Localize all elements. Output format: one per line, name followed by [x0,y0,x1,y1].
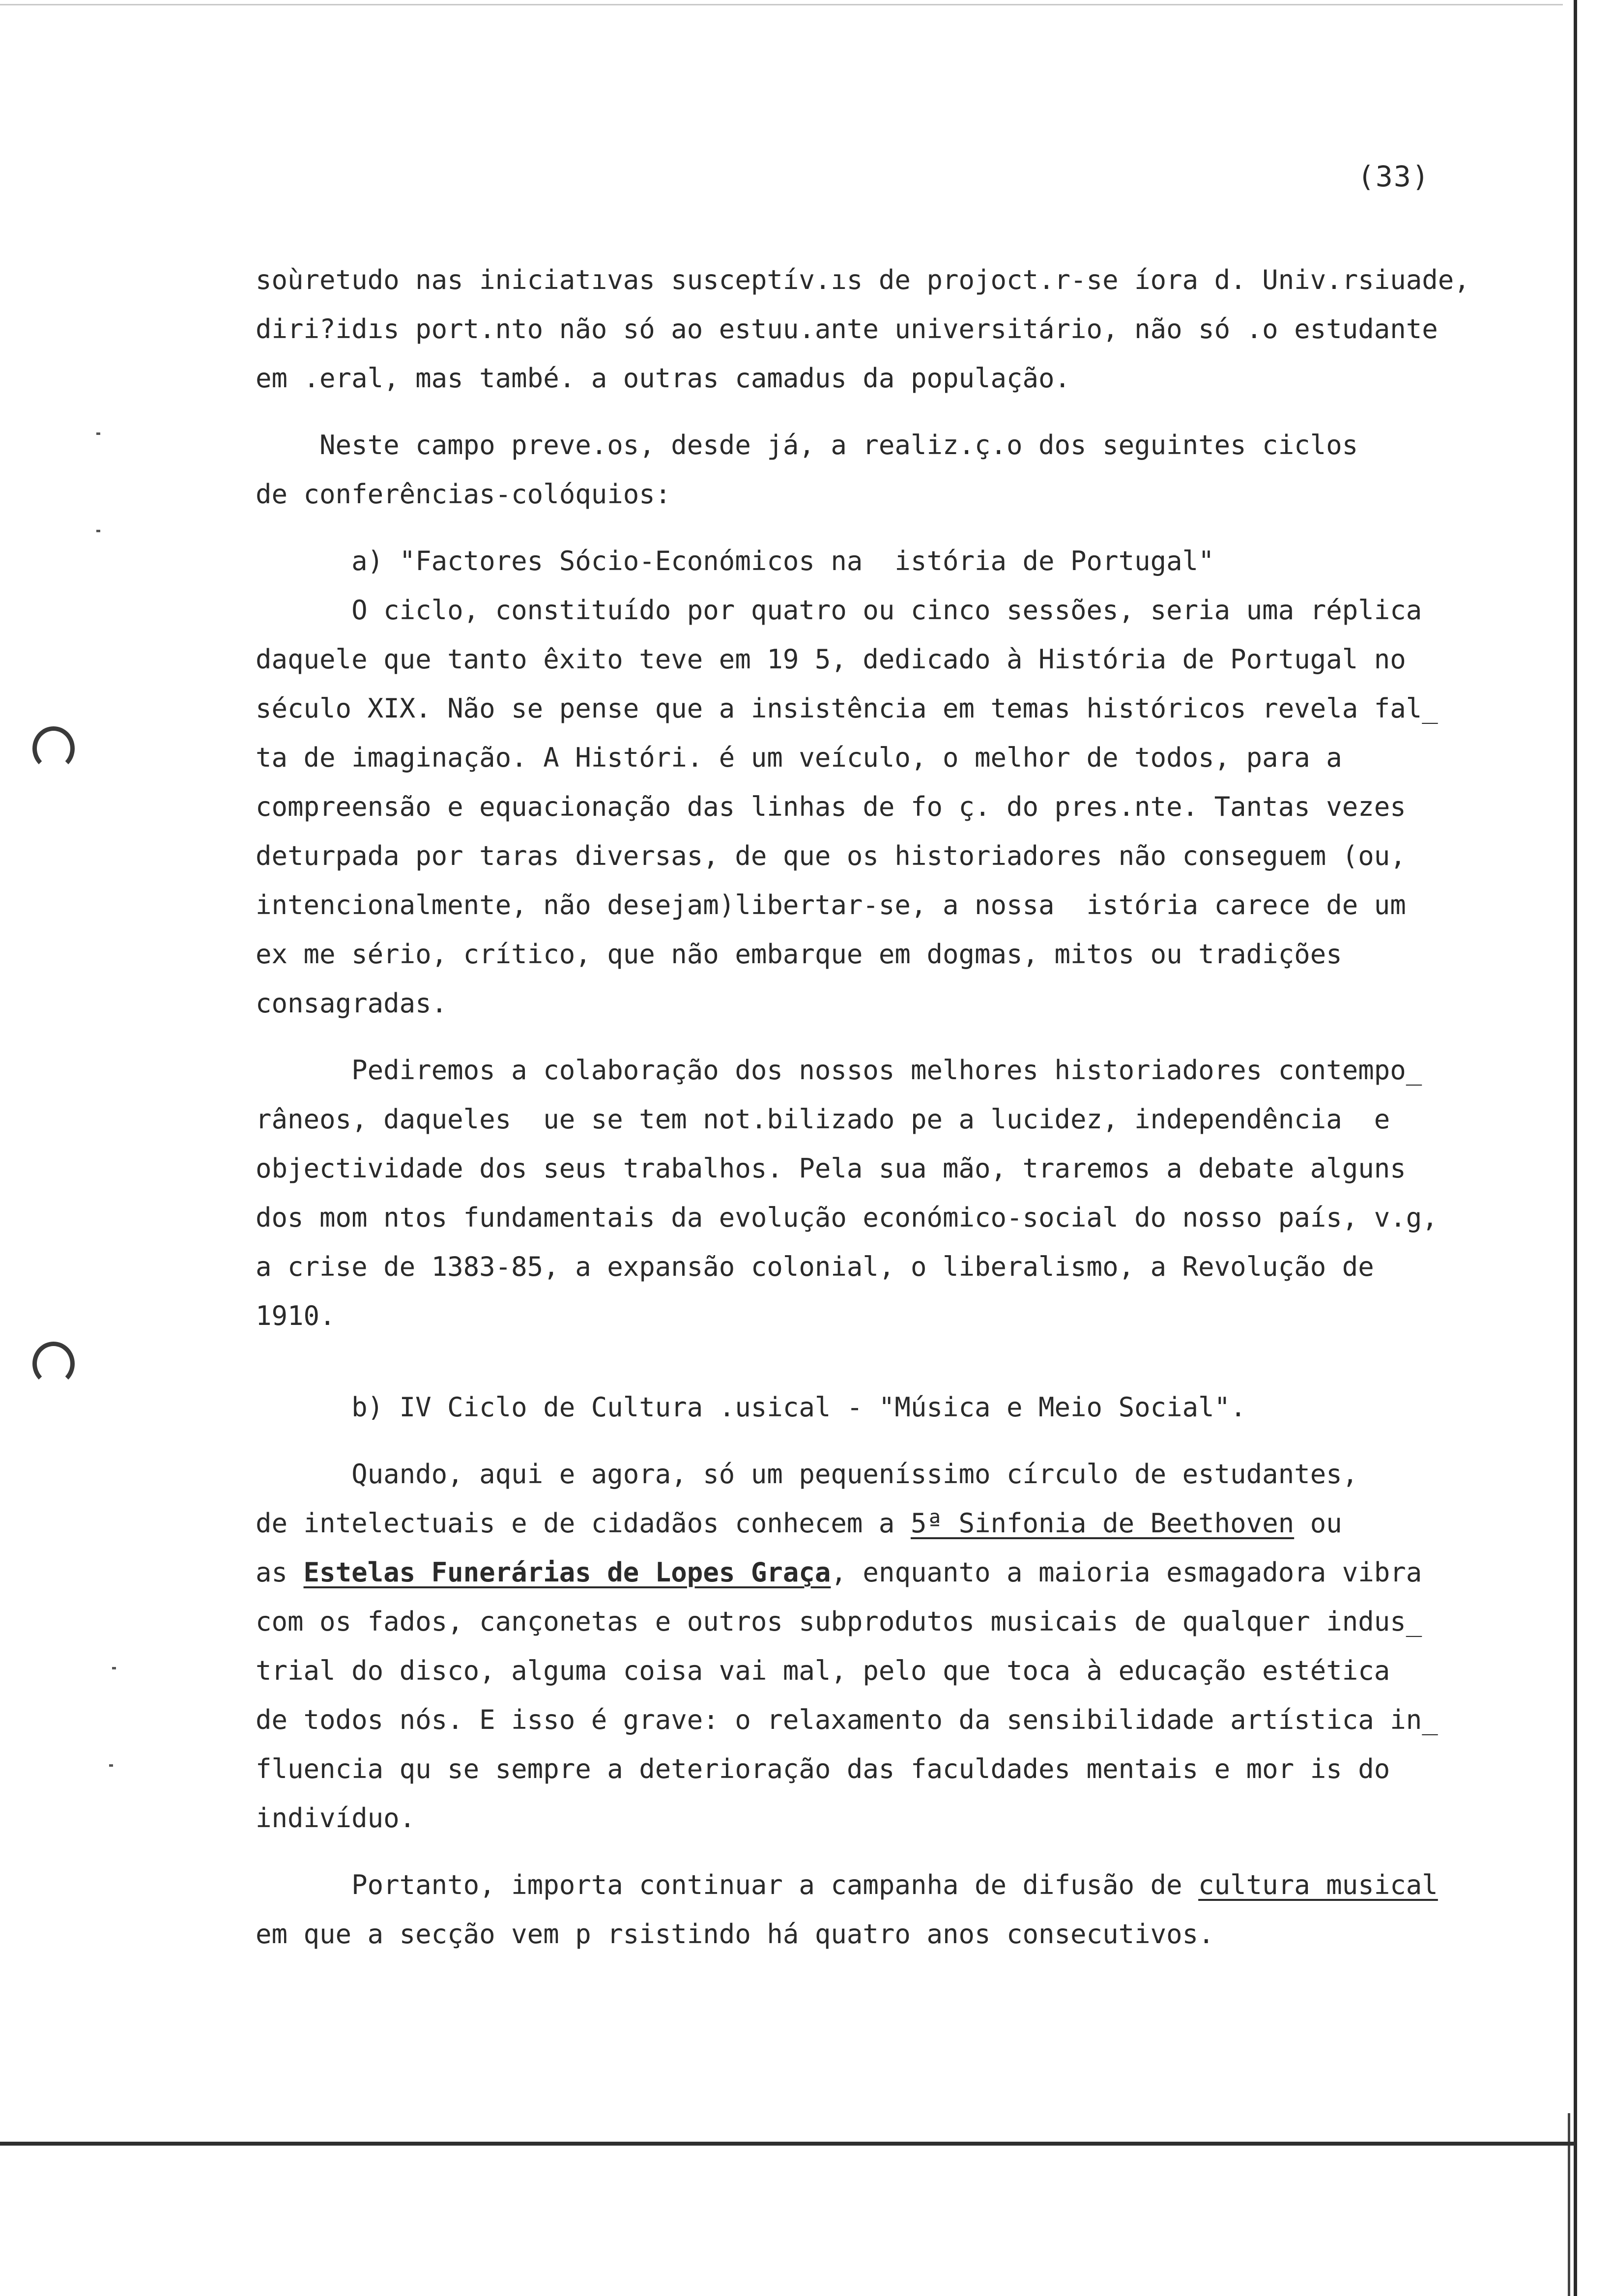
text-line [256,1095,1568,1144]
text-segment: Neste campo preve.os, desde já, a realiz.ç.o dos seguintes ciclos [256,430,1358,460]
body-text [256,256,1568,1959]
text-segment: de conferências-colóquios: [256,479,671,510]
bottom-rule [0,2142,1575,2146]
text-segment: as [256,1557,304,1588]
text-line [256,782,1568,832]
text-segment: século XIX. Não se pense que a insistência em temas históricos revela fal_ [256,693,1438,724]
text-line [256,1861,1568,1910]
text-segment: objectividade dos seus trabalhos. Pela sua mão, traremos a debate alguns [256,1153,1406,1184]
text-line [256,635,1568,684]
text-line [256,684,1568,733]
text-segment: Portanto, importa continuar a campanha de difusão de [256,1869,1199,1900]
text-line [256,1383,1568,1432]
text-segment: consagradas. [256,988,448,1019]
paragraph-gap [256,403,1568,421]
text-segment: indivíduo. [256,1803,416,1834]
text-segment: Pediremos a colaboração dos nossos melhores historiadores contempo_ [256,1055,1422,1086]
text-segment: O ciclo, constituído por quatro ou cinco sessões, seria uma réplica [256,595,1422,626]
text-line [256,1292,1568,1341]
margin-speck [96,432,100,435]
text-segment: fluencia qu se sempre a deterioração das faculdades mentais e mor is do [256,1753,1390,1784]
paragraph-gap [256,1843,1568,1861]
text-segment: b) IV Ciclo de Cultura .usical - "Música e Meio Social". [256,1392,1246,1423]
underlined-title: 5ª Sinfonia de Beethoven [910,1508,1295,1539]
margin-speck [112,1667,116,1669]
paragraph-gap [256,519,1568,537]
text-line [256,1499,1568,1548]
text-segment: diri?idıs port.nto não só ao estuu.ante universitário, não só .o estudante [256,314,1438,344]
text-segment: ex me sério, crítico, que não embarque em dogmas, mitos ou tradições [256,939,1342,970]
text-line [256,1242,1568,1292]
underlined-title: Estelas Funerárias de Lopes Graça [303,1557,831,1588]
text-line [256,354,1568,403]
text-segment: daquele que tanto êxito teve em 19 5, dedicado à História de Portugal no [256,644,1406,675]
text-line [256,256,1568,305]
text-line [256,881,1568,930]
page-number: (33) [1357,160,1430,193]
paragraph-gap [256,1028,1568,1046]
text-line [256,537,1568,586]
text-segment: Quando, aqui e agora, só um pequeníssimo círculo de estudantes, [256,1459,1358,1490]
text-segment: dos mom ntos fundamentais da evolução económico-social do nosso país, v.g, [256,1202,1438,1233]
text-line [256,1597,1568,1646]
text-line [256,1450,1568,1499]
text-segment: soùretudo nas iniciatıvas susceptív.ıs de projoct.r-se íora d. Univ.rsiuade, [256,264,1470,295]
text-segment: râneos, daqueles ue se tem not.bilizado pe a lucidez, independência e [256,1104,1390,1135]
text-line [256,832,1568,881]
text-segment: de todos nós. E isso é grave: o relaxamento da sensibilidade artística in_ [256,1704,1438,1735]
text-segment: a crise de 1383-85, a expansão colonial, o liberalismo, a Revolução de [256,1251,1374,1282]
text-line [256,1046,1568,1095]
text-segment: ta de imaginação. A Históri. é um veículo, o melhor de todos, para a [256,742,1342,773]
margin-speck [109,1764,113,1767]
text-line [256,930,1568,979]
text-line [256,1144,1568,1193]
text-line [256,586,1568,635]
text-line [256,1548,1568,1597]
text-segment: intencionalmente, não desejam)libertar-se, a nossa istória carece de um [256,890,1406,920]
text-segment: a) "Factores Sócio-Económicos na istória de Portugal" [256,545,1214,576]
margin-speck [96,530,100,532]
text-line [256,1193,1568,1242]
paragraph-gap [256,1341,1568,1383]
text-segment: 1910. [256,1300,336,1331]
text-segment: em que a secção vem p rsistindo há quatro anos consecutivos. [256,1919,1214,1950]
text-line [256,733,1568,782]
text-line [256,305,1568,354]
text-segment: de intelectuais e de cidadãos conhecem a [256,1508,911,1539]
text-line [256,421,1568,470]
right-margin-rule [1574,0,1577,2296]
text-segment: compreensão e equacionação das linhas de fo ç. do pres.nte. Tantas vezes [256,791,1406,822]
text-line [256,979,1568,1028]
text-segment: deturpada por taras diversas, de que os historiadores não conseguem (ou, [256,840,1406,871]
text-segment: com os fados, cançonetas e outros subprodutos musicais de qualquer indus_ [256,1606,1422,1637]
text-line [256,1910,1568,1959]
paragraph-gap [256,1432,1568,1450]
text-segment: trial do disco, alguma coisa vai mal, pelo que toca à educação estética [256,1655,1390,1686]
text-line [256,1695,1568,1745]
top-edge-rule [0,4,1563,5]
text-line [256,1745,1568,1794]
text-line [256,470,1568,519]
right-margin-rule-secondary [1568,2113,1570,2296]
text-segment: , enquanto a maioria esmagadora vibra [831,1557,1422,1588]
binder-hole-icon [32,1342,75,1386]
binder-hole-icon [32,726,75,771]
text-segment: ou [1294,1508,1342,1539]
text-line [256,1646,1568,1695]
underlined-title: cultura musical [1198,1869,1438,1900]
text-line [256,1794,1568,1843]
text-segment: em .eral, mas també. a outras camadus da população. [256,363,1071,394]
